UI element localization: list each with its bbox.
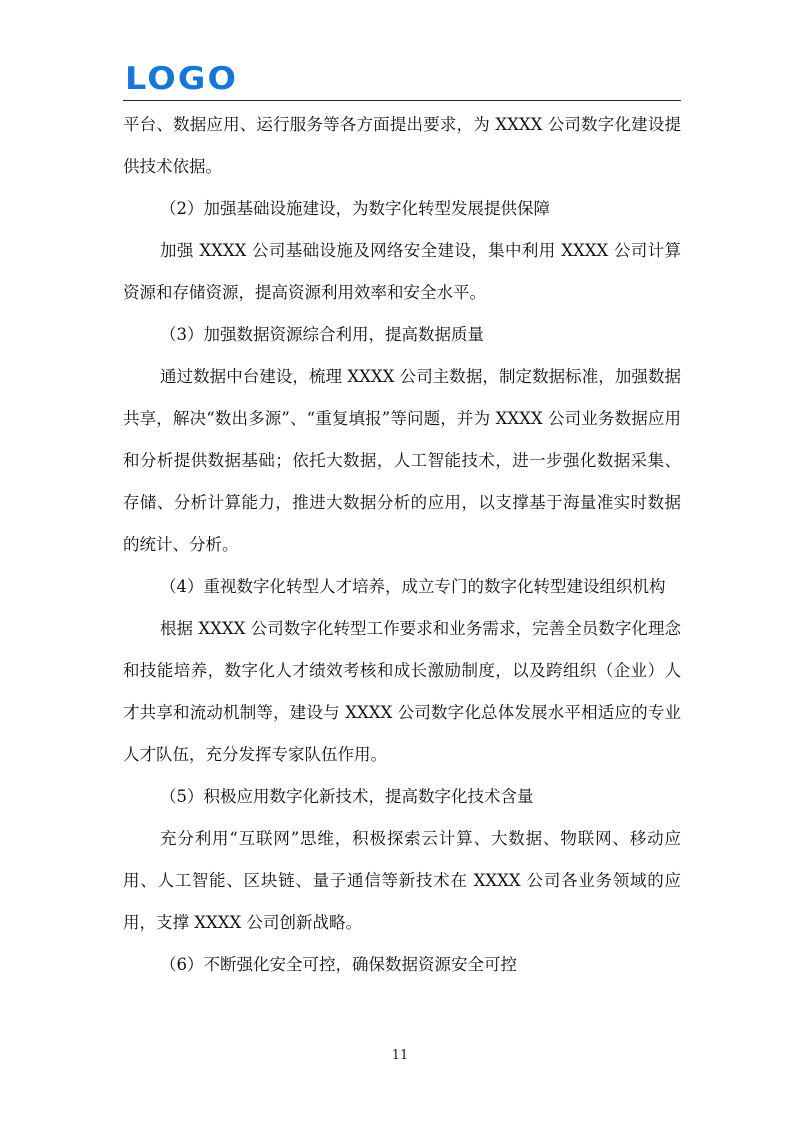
paragraph-new-technology: 充分利用“互联网”思维，积极探索云计算、大数据、物联网、移动应用、人工智能、区块链、量子通信等新技术在 XXXX 公司各业务领域的应用，支撑 XXXX 公司创新战略。 (123, 829, 681, 932)
page-number: 11 (391, 1048, 409, 1063)
section-heading-2: （2）加强基础设施建设，为数字化转型发展提供保障 (160, 199, 550, 218)
section-heading-5: （5）积极应用数字化新技术，提高数字化技术含量 (160, 787, 534, 806)
paragraph-infrastructure: 加强 XXXX 公司基础设施及网络安全建设，集中利用 XXXX 公司计算资源和存储资源，提高资源利用效率和安全水平。 (123, 241, 681, 302)
paragraph-talent: 根据 XXXX 公司数字化转型工作要求和业务需求，完善全员数字化理念和技能培养，数字化人才绩效考核和成长激励制度，以及跨组织（企业）人才共享和流动机制等，建设与 XXXX 公司数字化总体发展水平相适应的专业人才队伍，充分发挥专家队伍作用。 (123, 619, 681, 764)
logo: LOGO (125, 61, 239, 97)
page-header (123, 62, 681, 101)
section-heading-3: （3）加强数据资源综合利用，提高数据质量 (160, 325, 484, 344)
paragraph-data-resources: 通过数据中台建设，梳理 XXXX 公司主数据，制定数据标准，加强数据共享，解决“数出多源”、“重复填报”等问题，并为 XXXX 公司业务数据应用和分析提供数据基础；依托大数据，人工智能技术，进一步强化数据采集、存储、分析计算能力，推进大数据分析的应用，以支撑基于海量准实时数据的统计、分析。 (123, 367, 681, 554)
paragraph-continuation: 平台、数据应用、运行服务等各方面提出要求，为 XXXX 公司数字化建设提供技术依据。 (123, 115, 681, 176)
section-heading-4: （4）重视数字化转型人才培养，成立专门的数字化转型建设组织机构 (160, 577, 666, 596)
document-body (123, 104, 681, 986)
section-heading-6: （6）不断强化安全可控，确保数据资源安全可控 (160, 955, 517, 974)
